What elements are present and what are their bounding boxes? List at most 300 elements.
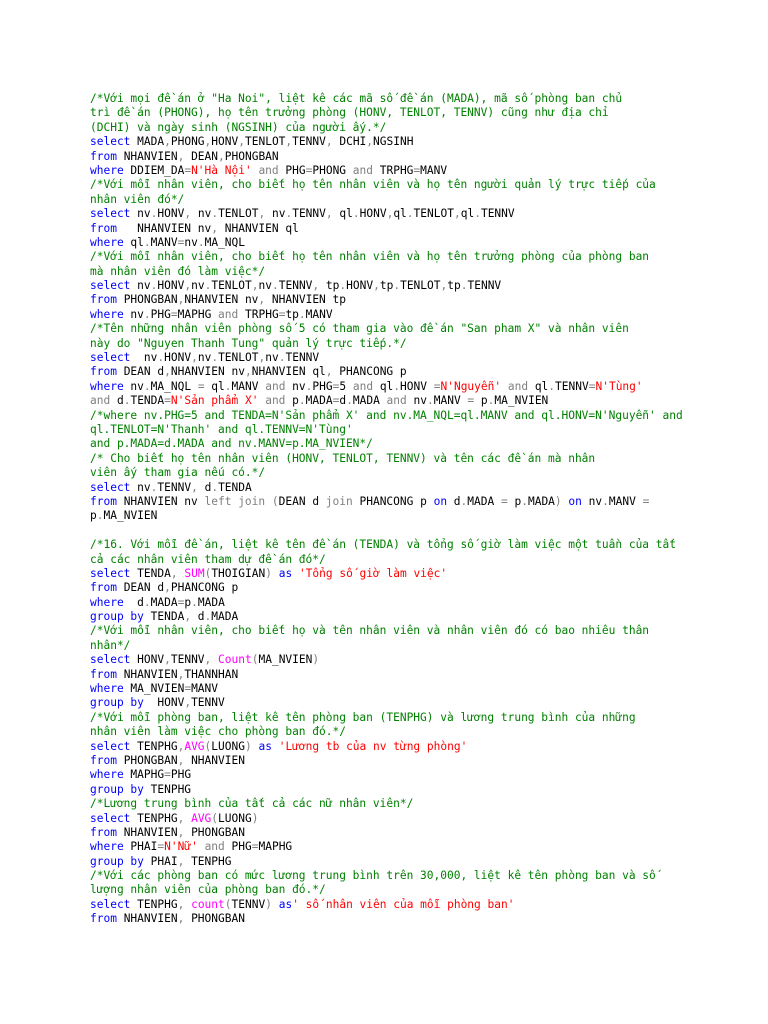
text-token: HONV	[359, 207, 387, 221]
text-token: DDIEM_DA	[123, 163, 185, 177]
code-line	[90, 567, 760, 581]
text-token: PHANCONG p	[170, 581, 239, 595]
operator-token: ,	[204, 653, 212, 667]
comment-token: trì đề án (PHONG), họ tên trưởng phòng (HONV, TENLOT, TENNV) cũng như địa chỉ	[90, 106, 609, 120]
code-line	[90, 394, 760, 408]
operator-token: =	[467, 394, 475, 408]
operator-token: =	[588, 379, 596, 393]
operator-token: .	[150, 480, 158, 494]
comment-token: /*Với mọi đề án ở "Ha Noi", liệt kê các mã số đề án (MADA), mã số phòng ban chủ	[90, 92, 623, 105]
text-token: MA_NQL	[204, 235, 246, 249]
text-token: MADA	[467, 494, 501, 508]
function-token: SUM	[184, 566, 205, 580]
operator-token: =	[177, 595, 185, 609]
text-token: THOIGIAN	[211, 566, 266, 580]
code-line	[90, 812, 760, 826]
code-line	[90, 826, 760, 840]
operator-token: )	[265, 897, 272, 911]
operator-token: =	[170, 307, 178, 321]
operator-token: )	[312, 653, 320, 667]
code-line	[90, 538, 760, 552]
text-token: PHONGBAN	[184, 825, 245, 839]
code-line	[90, 495, 760, 509]
text-token: HONV	[157, 279, 185, 293]
code-line	[90, 682, 760, 696]
text-token	[272, 567, 279, 580]
text-token: p	[474, 394, 488, 408]
code-line	[90, 596, 760, 610]
keyword-token: from	[90, 149, 117, 163]
text-token: nv	[123, 307, 144, 321]
comment-token: /*Với mỗi phòng ban, liệt kê tên phòng ban (TENPHG) và lương trung bình của những	[90, 710, 636, 724]
text-token	[198, 840, 205, 853]
text-token: NHANVIEN	[116, 912, 178, 926]
text-token: TENNV	[480, 207, 515, 221]
text-token: TENDA	[218, 480, 252, 494]
operator-token: ,	[177, 753, 185, 767]
comment-token: (DCHI) và ngày sinh (NGSINH) của người ấy.*/	[90, 120, 387, 134]
text-token: TENDA	[130, 394, 165, 408]
operator-token: .	[548, 379, 556, 393]
keyword-token: select	[90, 811, 131, 825]
string-token: N'Nguyễn'	[440, 379, 502, 393]
text-token: NHANVIEN nv	[116, 221, 212, 235]
text-token: NHANVIEN	[116, 149, 178, 163]
keyword-token: select	[90, 207, 131, 221]
text-token: TENPHG	[130, 897, 178, 911]
code-line	[90, 265, 760, 279]
text-token: TENNV	[292, 135, 326, 149]
text-token: NHANVIEN nv	[170, 365, 245, 379]
operator-token: .	[211, 207, 219, 221]
code-line	[90, 509, 760, 523]
string-token: N'Sản phẩm X'	[170, 394, 259, 408]
text-token: ql	[123, 235, 144, 249]
text-token: NHANVIEN	[116, 825, 178, 839]
keyword-token: on	[433, 494, 448, 508]
code-line	[90, 783, 760, 797]
operator-token: .	[191, 595, 198, 609]
keyword-token: where	[90, 595, 124, 609]
operator-token: ,	[164, 135, 171, 149]
operator-token: =	[164, 768, 171, 782]
text-token: TENDA	[130, 566, 171, 580]
code-line	[90, 711, 760, 725]
text-token: HONV	[130, 653, 165, 667]
text-token: MA_NVIEN	[494, 394, 549, 408]
code-line	[90, 869, 760, 883]
keyword-token: where	[90, 768, 124, 782]
keyword-token: select	[90, 739, 131, 753]
text-token: nv	[581, 494, 603, 508]
keyword-token: select	[90, 653, 131, 667]
text-token: DEAN d	[278, 494, 326, 508]
keyword-token: from	[90, 825, 117, 839]
operator-token: .	[406, 207, 414, 221]
operator-token: =	[184, 163, 192, 177]
operator-token: )	[244, 739, 252, 753]
text-token: PHG	[312, 379, 333, 393]
text-token: nv	[130, 351, 158, 365]
text-token: TENPHG	[143, 782, 192, 796]
operator-token: =	[157, 840, 165, 854]
text-token: nv	[197, 351, 212, 365]
text-token: MA_NVIEN	[258, 653, 313, 667]
operator-token: .	[602, 494, 609, 508]
operator-token: (	[251, 653, 259, 667]
code-line	[90, 696, 760, 710]
string-token: N'Nữ'	[164, 840, 198, 854]
code-line	[90, 135, 760, 149]
operator-token: join	[325, 494, 353, 508]
text-token: MANV	[191, 682, 219, 696]
operator-token: ,	[211, 221, 218, 235]
text-token: nv	[406, 394, 427, 408]
comment-token: lượng nhân viên của phòng ban đó.*/	[90, 883, 326, 897]
code-line	[90, 322, 760, 336]
text-token: TENNV	[278, 279, 313, 293]
comment-token: /*Tên những nhân viên phòng số 5 có tham gia vào đề án "San pham X" và nhân viên	[90, 322, 629, 336]
operator-token: ,	[258, 293, 266, 307]
text-token: TENLOT	[245, 135, 286, 149]
text-token: PHONGBAN	[184, 912, 245, 926]
operator-token: and	[265, 379, 286, 393]
operator-token: =	[305, 163, 313, 177]
code-line	[90, 883, 760, 897]
text-token: MADA	[352, 394, 387, 408]
comment-token: này do "Nguyen Thanh Tung" quản lý trực tiếp.*/	[90, 336, 407, 350]
code-line	[90, 178, 760, 192]
operator-token: ,	[325, 135, 333, 149]
operator-token: ,	[177, 667, 185, 681]
text-token: NHANVIEN ql	[251, 365, 326, 379]
operator-token: ,	[258, 351, 266, 365]
operator-token: .	[298, 394, 306, 408]
operator-token: .	[474, 207, 481, 221]
code-line	[90, 797, 760, 811]
operator-token: .	[157, 351, 165, 365]
keyword-token: from	[90, 581, 117, 595]
text-token: PHG	[170, 768, 192, 782]
code-line	[90, 740, 760, 754]
text-token: TENNV	[467, 279, 502, 293]
code-line	[90, 912, 760, 926]
text-token: nv	[285, 379, 306, 393]
text-token: PHG	[224, 840, 252, 854]
text-token: MA_NVIEN	[123, 682, 185, 696]
code-line	[90, 624, 760, 638]
text-token: PHAI	[143, 854, 178, 868]
operator-token: ,	[177, 854, 185, 868]
text-token: tp	[379, 279, 394, 293]
text-token: TENLOT	[400, 279, 441, 293]
operator-token: ,	[177, 293, 185, 307]
text-token: TENNV	[157, 480, 192, 494]
text-token: MADA	[150, 595, 178, 609]
string-token: N'Hà Nội'	[191, 163, 252, 177]
text-token: DCHI	[332, 135, 367, 149]
operator-token: (	[204, 566, 212, 580]
text-token: TENPHG	[184, 854, 232, 868]
comment-token: nhân viên làm việc cho phòng ban đó.*/	[90, 725, 346, 739]
code-line	[90, 452, 760, 466]
code-line	[90, 279, 760, 293]
text-token: d	[110, 394, 124, 408]
code-line	[90, 337, 760, 351]
comment-token: /*16. Với mỗi đề án, liệt kê tên đề án (TENDA) và tổng số giờ làm việc một tuần của tất	[90, 538, 676, 552]
text-token: MANV	[231, 379, 266, 393]
operator-token: =	[332, 394, 340, 408]
code-line	[90, 668, 760, 682]
operator-token: )	[554, 494, 562, 508]
text-token: HONV	[211, 135, 239, 149]
code-line	[90, 553, 760, 567]
code-line	[90, 481, 760, 495]
text-token: THANNHAN	[184, 667, 239, 681]
operator-token: .	[123, 394, 131, 408]
text-token: PHG	[278, 163, 306, 177]
text-token: tp	[447, 279, 461, 293]
text-token: ql	[373, 379, 394, 393]
keyword-token: group by	[90, 610, 144, 624]
text-token: PHONG	[312, 163, 353, 177]
operator-token: .	[393, 279, 401, 293]
code-line	[90, 365, 760, 379]
text-token: MADA	[130, 135, 165, 149]
text-token: LUONG	[218, 811, 252, 825]
text-token: nv	[265, 351, 279, 365]
code-line	[90, 351, 760, 365]
keyword-token: where	[90, 682, 124, 696]
code-line	[90, 466, 760, 480]
operator-token: .	[393, 379, 401, 393]
operator-token: .	[460, 279, 468, 293]
text-token: PHONGBAN	[116, 293, 178, 307]
text-token: LUONG	[211, 739, 245, 753]
text-token: NHANVIEN	[116, 667, 178, 681]
operator-token: and	[90, 394, 111, 408]
operator-token: .	[211, 480, 219, 494]
comment-token: mà nhân viên đó làm việc*/	[90, 264, 266, 278]
text-token: TENLOT	[218, 351, 259, 365]
text-token: MA_NQL	[150, 379, 198, 393]
operator-token: .	[143, 379, 151, 393]
operator-token: =	[332, 379, 340, 393]
code-line	[90, 768, 760, 782]
operator-token: and	[204, 840, 225, 854]
operator-token: .	[339, 279, 347, 293]
text-token: MA_NVIEN	[103, 509, 158, 523]
text-token: nv	[130, 480, 151, 494]
text-token: TENNV	[231, 897, 266, 911]
keyword-token: select	[90, 351, 131, 365]
text-token	[292, 567, 299, 580]
operator-token: and	[507, 379, 529, 393]
operator-token: )	[265, 566, 272, 580]
operator-token: .	[96, 509, 104, 523]
function-token: AVG	[191, 811, 212, 825]
text-token: TENLOT	[413, 207, 454, 221]
operator-token: =	[433, 379, 441, 393]
text-token: NHANVIEN nv	[184, 293, 259, 307]
text-token: p	[285, 394, 299, 408]
code-line	[90, 207, 760, 221]
operator-token: =	[197, 379, 205, 393]
comment-token: /*where nv.PHG=5 and TENDA=N'Sản phẩm X' and nv.MA_NQL=ql.MANV and ql.HONV=N'Nguyễn' and	[90, 408, 683, 422]
string-token: 'Lương tb của nv từng phòng'	[278, 739, 468, 753]
keyword-token: as	[258, 739, 272, 753]
comment-token: /*Với mỗi nhân viên, cho biết họ và tên nhân viên và nhân viên đó có bao nhiêu thân	[90, 624, 650, 638]
text-token: nv	[191, 279, 205, 293]
text-token: MANV	[305, 307, 333, 321]
keyword-token: from	[90, 753, 117, 767]
keyword-token: select	[90, 279, 131, 293]
text-token: HONV	[157, 207, 185, 221]
keyword-token: group by	[90, 854, 144, 868]
string-token: 'Tổng số giờ làm việc'	[298, 566, 448, 580]
keyword-token: from	[90, 912, 117, 926]
text-token: MANV	[433, 394, 468, 408]
keyword-token: group by	[90, 696, 144, 710]
operator-token: .	[521, 494, 528, 508]
code-line	[90, 754, 760, 768]
operator-token: ,	[453, 207, 461, 221]
keyword-token: on	[568, 494, 582, 508]
text-token: TRPHG	[238, 307, 279, 321]
text-token: MADA	[527, 494, 555, 508]
operator-token: .	[150, 279, 158, 293]
operator-token: ,	[170, 566, 178, 580]
comment-token: cả các nhân viên tham dự đề án đó*/	[90, 552, 326, 566]
operator-token: and	[386, 394, 407, 408]
text-token: DEAN d	[116, 365, 165, 379]
text-token: TENPHG	[130, 811, 178, 825]
operator-token: ,	[258, 207, 266, 221]
text-token: nv	[130, 207, 151, 221]
operator-token: ,	[285, 135, 293, 149]
operator-token: .	[278, 351, 286, 365]
code-line	[90, 524, 760, 538]
code-line	[90, 106, 760, 120]
code-line	[90, 193, 760, 207]
operator-token: and	[352, 379, 374, 393]
operator-token: =	[642, 494, 650, 508]
text-token: HONV	[400, 379, 434, 393]
keyword-token: where	[90, 379, 124, 393]
operator-token: ,	[184, 207, 192, 221]
comment-token: and p.MADA=d.MADA and nv.MANV=p.MA_NVIEN*/	[90, 437, 373, 451]
code-line	[90, 236, 760, 250]
code-line	[90, 725, 760, 739]
text-token: nv	[258, 279, 272, 293]
operator-token: (	[271, 494, 279, 508]
keyword-token: where	[90, 163, 124, 177]
text-token: d	[339, 394, 347, 408]
operator-token: =	[184, 682, 192, 696]
text-token: d	[123, 595, 144, 609]
keyword-token: from	[90, 293, 117, 307]
text-token: nv	[265, 207, 286, 221]
code-line	[90, 437, 760, 451]
operator-token: ,	[251, 279, 259, 293]
comment-token: viên ấy tham gia nếu có.*/	[90, 466, 266, 480]
operator-token: ,	[164, 365, 171, 379]
operator-token: ,	[325, 365, 333, 379]
code-line	[90, 581, 760, 595]
text-token	[272, 740, 279, 753]
operator-token: ,	[238, 135, 245, 149]
text-token: MANV	[608, 494, 643, 508]
text-token: 5	[339, 379, 353, 393]
operator-token: .	[460, 494, 468, 508]
comment-token: /*Với mỗi nhân viên, cho biết họ tên nhân viên và họ tên trưởng phòng của phòng ban	[90, 250, 650, 264]
text-token: tp	[285, 307, 299, 321]
text-token: ql	[528, 379, 549, 393]
operator-token: and	[265, 394, 286, 408]
comment-token: nhân viên đó*/	[90, 192, 185, 206]
text-token: ql	[332, 207, 353, 221]
keyword-token: as	[278, 897, 293, 911]
code-line	[90, 653, 760, 667]
operator-token: ,	[177, 825, 185, 839]
operator-token: .	[352, 207, 360, 221]
operator-token: .	[143, 235, 151, 249]
code-line	[90, 840, 760, 854]
text-token: TENNV	[292, 207, 326, 221]
operator-token: (	[204, 739, 212, 753]
text-token: MANV	[420, 163, 448, 177]
text-token: TENNV	[191, 696, 225, 710]
code-line	[90, 409, 760, 423]
operator-token: ,	[325, 207, 333, 221]
operator-token: ,	[244, 365, 252, 379]
function-token: AVG	[184, 739, 205, 753]
sql-code-listing	[90, 92, 760, 927]
text-token: HONV	[164, 351, 192, 365]
operator-token: .	[298, 307, 306, 321]
operator-token: ,	[373, 279, 380, 293]
text-token: TENNV	[285, 351, 320, 365]
text-token: NGSINH	[373, 135, 414, 149]
operator-token: ,	[184, 610, 192, 624]
operator-token: .	[305, 379, 313, 393]
operator-token: .	[224, 379, 232, 393]
operator-token: .	[150, 207, 158, 221]
text-token: HONV	[346, 279, 374, 293]
operator-token: .	[487, 394, 495, 408]
text-token: HONV	[143, 696, 185, 710]
text-token: nv	[184, 235, 198, 249]
text-token: NHANVIEN ql	[218, 221, 299, 235]
operator-token: ,	[177, 739, 185, 753]
keyword-token: select	[90, 566, 131, 580]
text-token: NHANVIEN	[184, 753, 245, 767]
text-token: ql	[460, 207, 475, 221]
keyword-token: group by	[90, 782, 144, 796]
operator-token: .	[211, 351, 219, 365]
text-token: TENDA	[143, 610, 185, 624]
operator-token: ,	[184, 696, 192, 710]
operator-token: (	[224, 897, 232, 911]
operator-token: (	[211, 811, 219, 825]
operator-token: =	[278, 307, 286, 321]
operator-token: =	[413, 163, 421, 177]
operator-token: ,	[164, 653, 171, 667]
operator-token: ,	[440, 279, 448, 293]
function-token: count	[191, 897, 225, 911]
text-token: tp	[319, 279, 340, 293]
text-token	[265, 495, 272, 508]
